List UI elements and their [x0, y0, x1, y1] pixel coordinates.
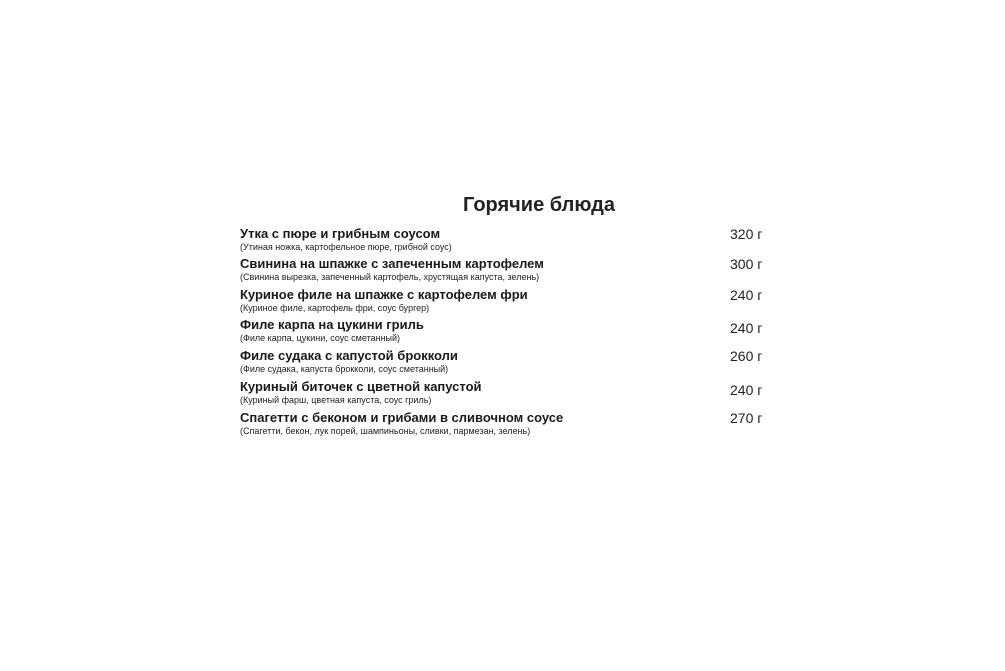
dish-name: Филе карпа на цукини гриль [240, 317, 424, 332]
menu-item [240, 256, 770, 284]
menu-item [240, 410, 770, 438]
dish-weight: 270 г [730, 410, 763, 426]
menu-item [240, 287, 770, 315]
dish-name: Свинина на шпажке с запеченным картофелем [240, 256, 544, 271]
section-title: Горячие блюда [463, 194, 615, 216]
dish-weight: 320 г [730, 226, 763, 242]
dish-name: Куриное филе на шпажке с картофелем фри [240, 287, 528, 302]
dish-weight: 260 г [730, 348, 763, 364]
dish-description: (Куриное филе, картофель фри, соус бургер) [240, 303, 430, 313]
dish-name: Филе судака с капустой брокколи [240, 348, 458, 363]
dish-name: Утка с пюре и грибным соусом [240, 226, 441, 241]
menu-item [240, 379, 770, 407]
menu-item [240, 348, 770, 376]
dish-name: Куриный биточек с цветной капустой [240, 379, 482, 394]
dish-description: (Филе судака, капуста брокколи, соус сметанный) [240, 364, 449, 374]
dish-weight: 300 г [730, 256, 763, 272]
dish-weight: 240 г [730, 287, 763, 303]
dish-description: (Куриный фарш, цветная капуста, соус гриль) [240, 395, 432, 405]
dish-name: Спагетти с беконом и грибами в сливочном соусе [240, 410, 564, 425]
menu-item [240, 317, 770, 345]
dish-description: (Свинина вырезка, запеченный картофель, хрустящая капуста, зелень) [240, 272, 540, 282]
dish-description: (Филе карпа, цукини, соус сметанный) [240, 333, 401, 343]
dish-description: (Утиная ножка, картофельное пюре, грибной соус) [240, 242, 452, 252]
dish-weight: 240 г [730, 382, 763, 398]
dish-weight: 240 г [730, 320, 763, 336]
dish-description: (Спагетти, бекон, лук порей, шампиньоны, сливки, пармезан, зелень) [240, 426, 531, 436]
menu-item [240, 226, 770, 254]
